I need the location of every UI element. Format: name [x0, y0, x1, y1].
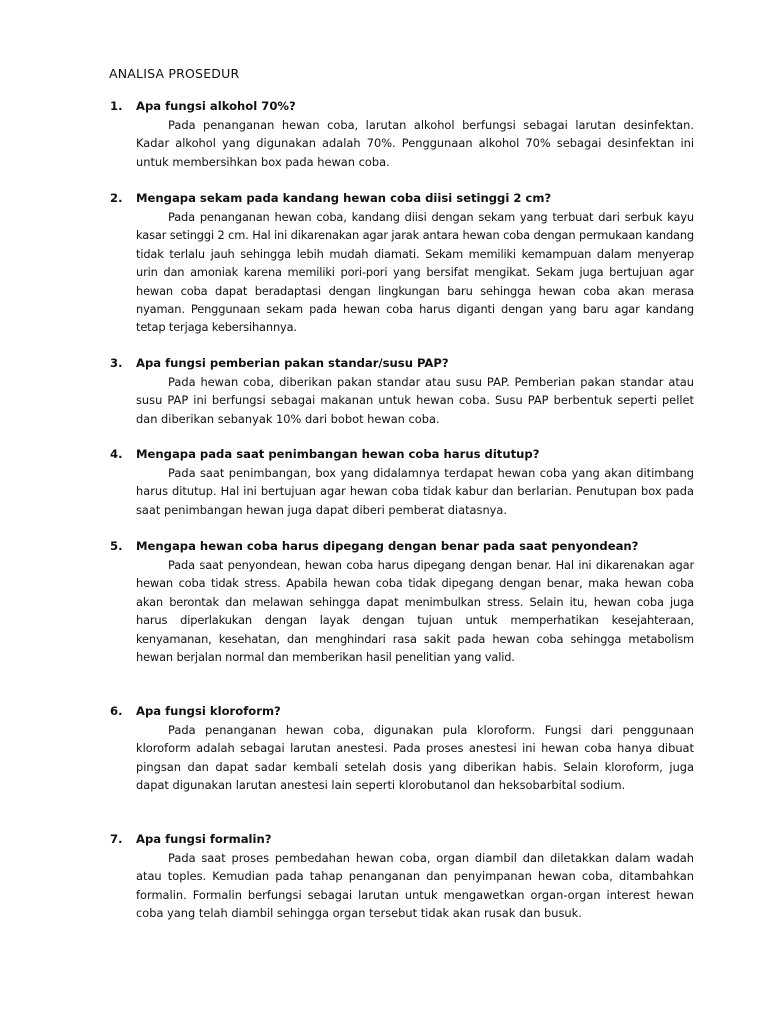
question-number: 1. [110, 99, 123, 113]
question-6 [110, 703, 694, 721]
question-5 [110, 538, 694, 556]
question-7 [110, 831, 694, 849]
answer-3: Pada hewan coba, diberikan pakan standar atau susu PAP. Pemberian pakan standar atau susu PAP ini berfungsi sebagai makanan untuk hewan coba. Susu PAP berbentuk seperti pellet dan diberikan sebanyak 10% dari bobot hewan coba. [136, 375, 694, 426]
question-text: Apa fungsi formalin? [136, 832, 272, 846]
qa-item-5 [110, 538, 694, 678]
question-text: Mengapa sekam pada kandang hewan coba diisi setinggi 2 cm? [136, 191, 552, 205]
answer-1: Pada penanganan hewan coba, larutan alkohol berfungsi sebagai larutan desinfektan. Kadar alkohol yang digunakan adalah 70%. Penggunaan alkohol 70% sebagai desinfektan ini untuk membersihkan box pada hewan coba. [136, 118, 694, 169]
answer-2: Pada penanganan hewan coba, kandang diisi dengan sekam yang terbuat dari serbuk kayu kasar setinggi 2 cm. Hal ini dikarenakan agar jarak antara hewan coba dengan permukaan kandang tidak terlalu jauh sehingga lebih mudah diamati. Sekam memiliki kemampuan dalam menyerap urin dan amoniak karena memiliki pori-pori yang bersifat mengikat. Sekam juga bertujuan agar hewan coba dapat beradaptasi dengan lingkungan baru sehingga hewan coba akan merasa nyaman. Penggunaan sekam pada hewan coba harus diganti dengan yang baru agar kandang tetap terjaga kebersihannya. [136, 210, 694, 335]
question-number: 6. [110, 704, 123, 718]
answer-7: Pada saat proses pembedahan hewan coba, organ diambil dan diletakkan dalam wadah atau toples. Kemudian pada tahap penanganan dan penyimpanan hewan coba, ditambahkan formalin. Formalin berfungsi sebagai larutan untuk mengawetkan organ-organ interest hewan coba yang telah diambil sehingga organ tersebut tidak akan rusak dan busuk. [136, 851, 694, 921]
qa-item-7 [110, 831, 694, 934]
question-4 [110, 446, 694, 464]
question-number: 2. [110, 191, 123, 205]
question-1 [110, 98, 694, 116]
answer-4: Pada saat penimbangan, box yang didalamnya terdapat hewan coba yang akan ditimbang harus ditutup. Hal ini bertujuan agar hewan coba tidak kabur dan berlarian. Penutupan box pada saat penimbangan hewan juga dapat diberi pemberat diatasnya. [136, 466, 694, 517]
question-text: Apa fungsi kloroform? [136, 704, 281, 718]
answer-6: Pada penanganan hewan coba, digunakan pula kloroform. Fungsi dari penggunaan kloroform adalah sebagai larutan anestesi. Pada proses anestesi ini hewan coba hanya dibuat pingsan dan dapat sadar kembali setelah dosis yang diberikan habis. Selain kloroform, juga dapat digunakan larutan anestesi lain seperti klorobutanol dan heksobarbital sodium. [136, 723, 694, 793]
qa-item-2 [110, 190, 694, 348]
question-number: 4. [110, 447, 123, 461]
qa-item-3 [110, 355, 694, 440]
question-text: Mengapa hewan coba harus dipegang dengan benar pada saat penyondean? [136, 539, 639, 553]
qa-item-1 [110, 98, 694, 183]
question-3 [110, 355, 694, 373]
question-text: Apa fungsi alkohol 70%? [136, 99, 296, 113]
question-number: 7. [110, 832, 123, 846]
qa-item-6 [110, 703, 694, 806]
question-number: 5. [110, 539, 123, 553]
question-2 [110, 190, 694, 208]
answer-5: Pada saat penyondean, hewan coba harus dipegang dengan benar. Hal ini dikarenakan agar hewan coba tidak stress. Apabila hewan coba tidak dipegang dengan benar, maka hewan coba akan berontak dan melawan sehingga dapat menimbulkan stress. Selain itu, hewan coba juga harus diperlakukan dengan layak dengan tujuan untuk memperhatikan kesejahteraan, kenyamanan, kesehatan, dan menghindari rasa sakit pada hewan coba sehingga metabolism hewan berjalan normal dan memberikan hasil penelitian yang valid. [136, 558, 694, 665]
question-number: 3. [110, 356, 123, 370]
question-text: Mengapa pada saat penimbangan hewan coba harus ditutup? [136, 447, 540, 461]
question-text: Apa fungsi pemberian pakan standar/susu PAP? [136, 356, 449, 370]
qa-item-4 [110, 446, 694, 531]
document-title: ANALISA PROSEDUR [109, 66, 240, 81]
